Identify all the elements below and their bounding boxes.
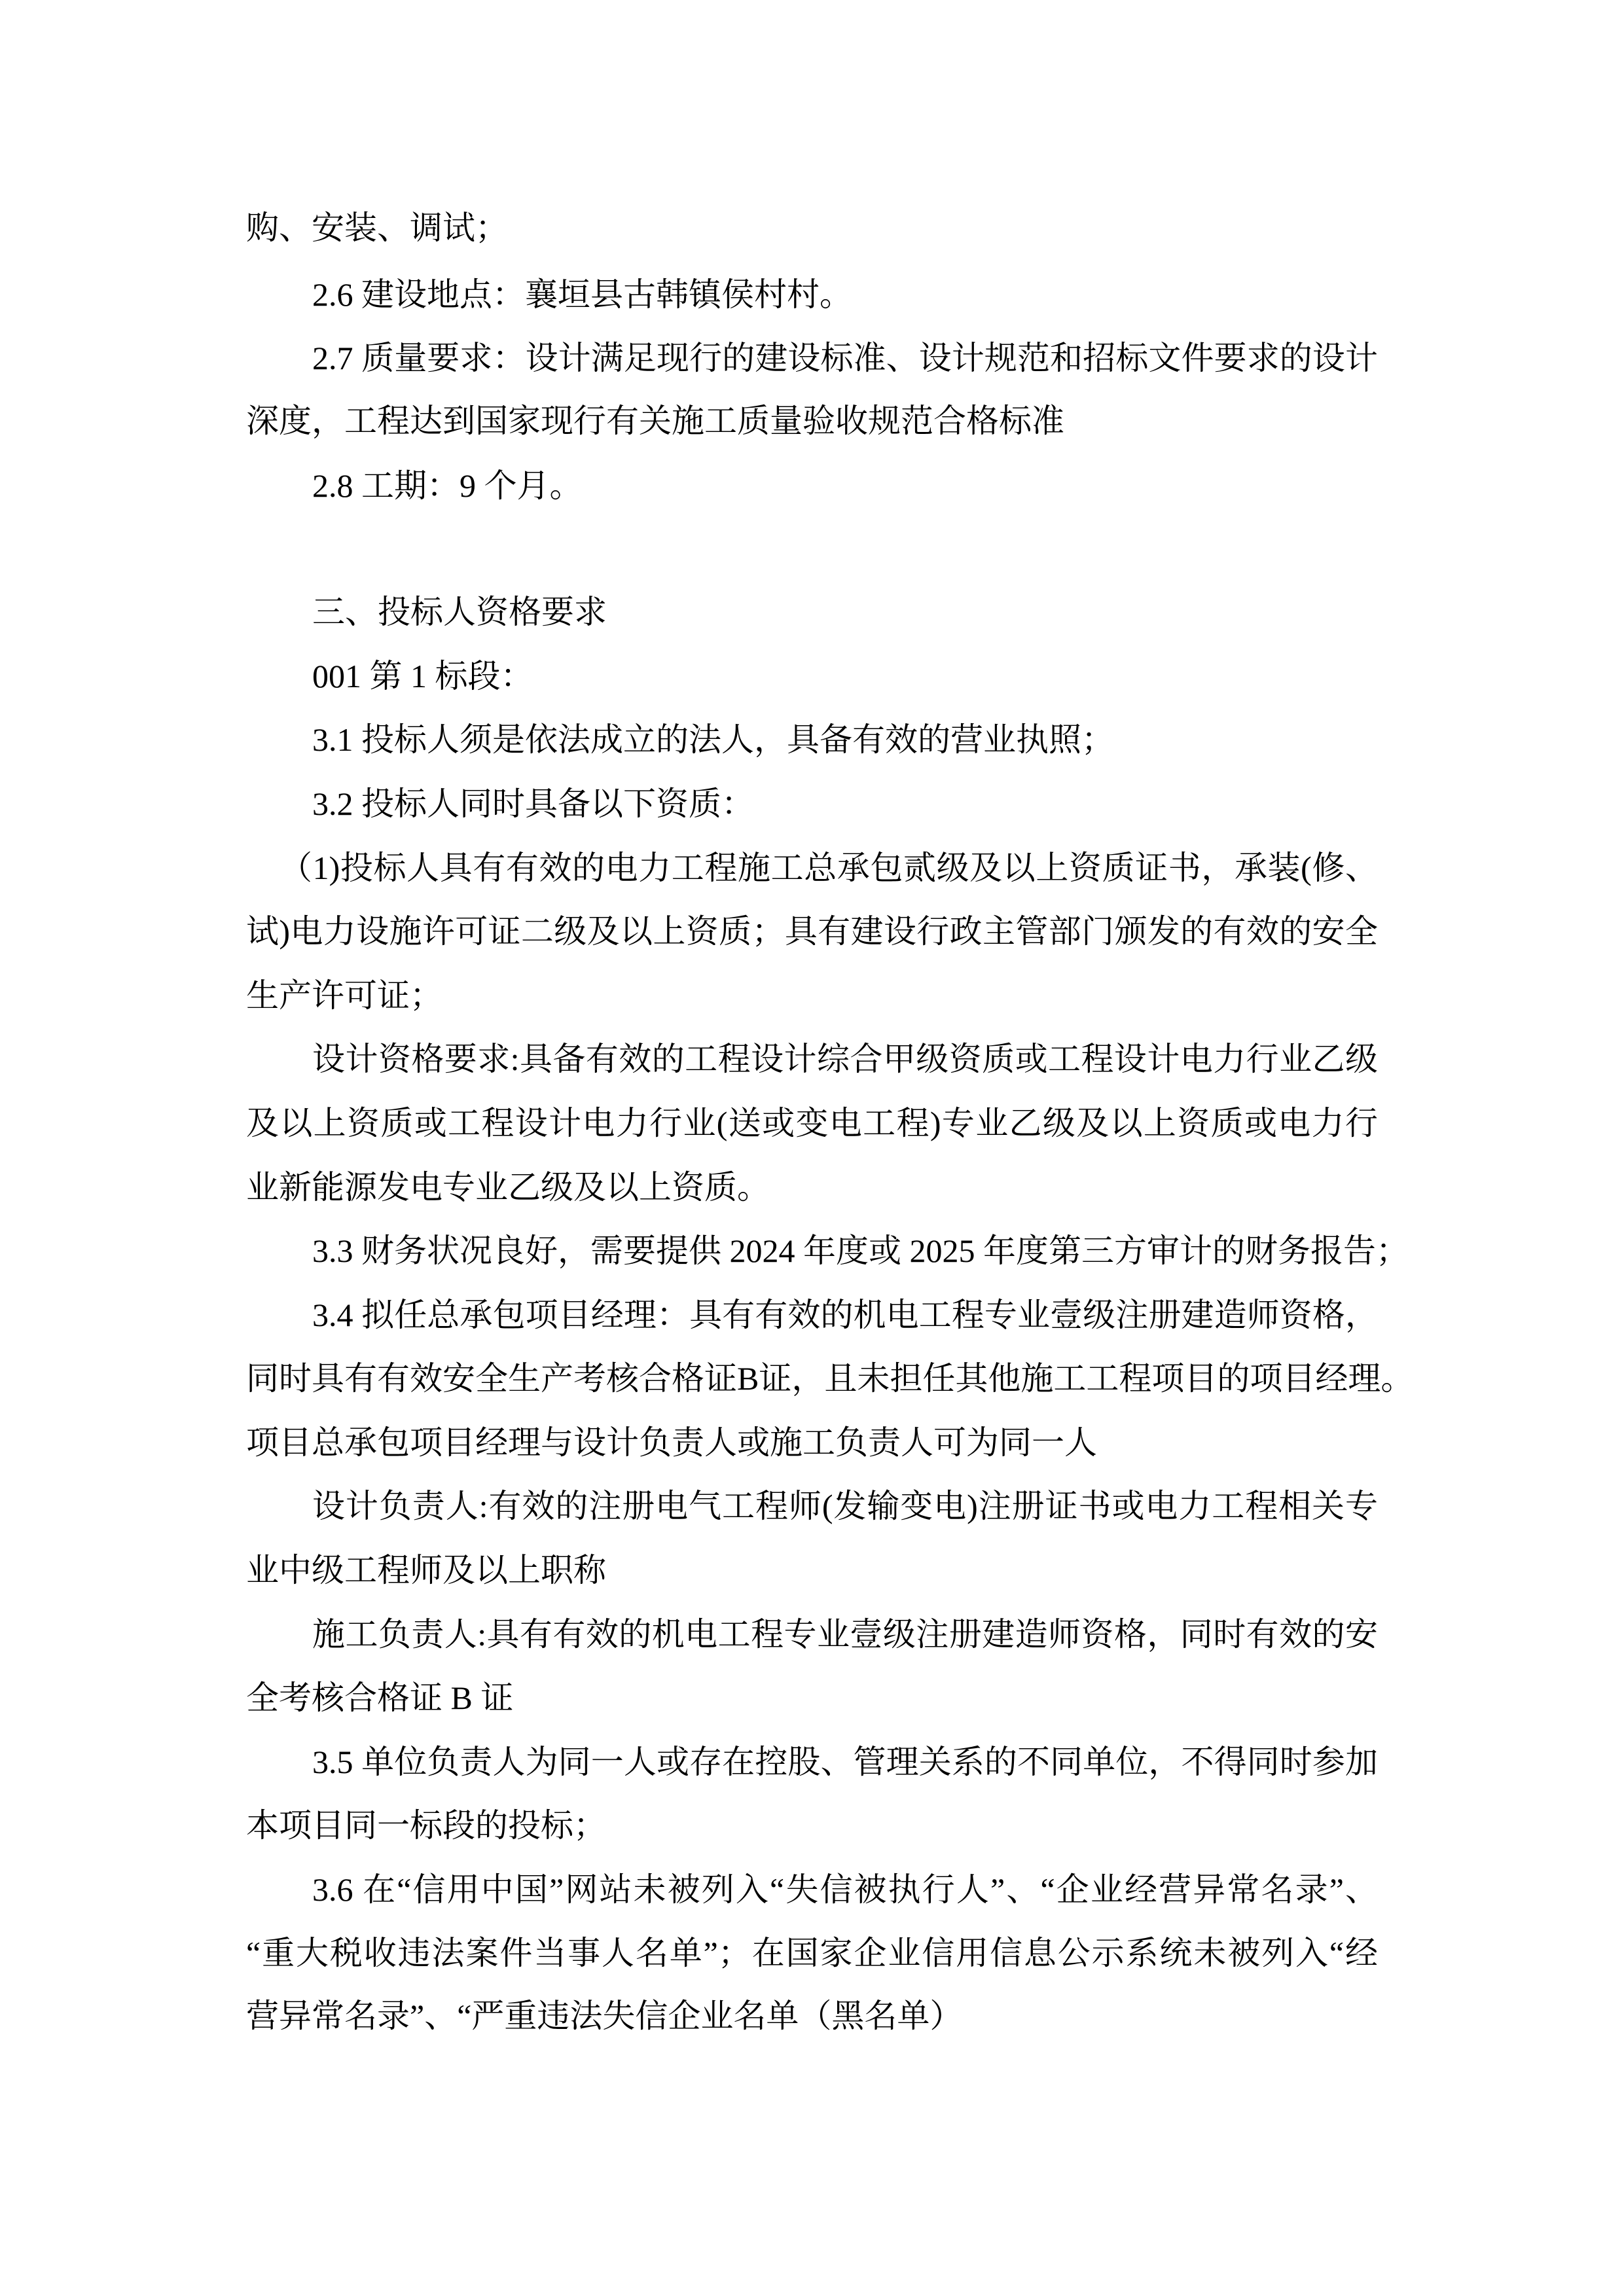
lot-label: 001 第 1 标段： xyxy=(312,658,533,694)
project-manager-line-3: 项目总承包项目经理与设计负责人或施工负责人可为同一人 xyxy=(246,1424,1097,1461)
project-manager-line-1: 3.4 拟任总承包项目经理：具有有效的机电工程专业壹级注册建造师资格， xyxy=(312,1297,1378,1333)
design-qualification-line-1: 设计资格要求:具备有效的工程设计综合甲级资质或工程设计电力行业乙级 xyxy=(312,1041,1378,1077)
design-qualification-line-3: 业新能源发电专业乙级及以上资质。 xyxy=(246,1169,770,1206)
quality-requirement-line-1: 2.7 质量要求：设计满足现行的建设标准、设计规范和招标文件要求的设计 xyxy=(312,340,1378,376)
procurement-continuation-line: 购、安装、调试； xyxy=(246,209,508,246)
qualification-3-2-1-line-2: 试)电力设施许可证二级及以上资质；具有建设行政主管部门颁发的有效的安全 xyxy=(246,913,1378,950)
qualification-3-1: 3.1 投标人须是依法成立的法人，具备有效的营业执照； xyxy=(312,721,1114,758)
financial-status-item: 3.3 财务状况良好，需要提供 2024 年度或 2025 年度第三方审计的财务报告； xyxy=(312,1232,1409,1269)
construction-lead-line-2: 全考核合格证 B 证 xyxy=(246,1679,514,1716)
credit-check-line-3: 营异常名录”、“严重违法失信企业名单（黑名单） xyxy=(246,1998,963,2034)
unit-lead-restriction-line-1: 3.5 单位负责人为同一人或存在控股、管理关系的不同单位，不得同时参加 xyxy=(312,1744,1378,1780)
qualification-3-2-1-line-3: 生产许可证； xyxy=(246,977,442,1014)
design-qualification-line-2: 及以上资质或工程设计电力行业(送或变电工程)专业乙级及以上资质或电力行 xyxy=(246,1105,1378,1141)
section-heading-bidder-qualifications: 三、投标人资格要求 xyxy=(312,594,607,630)
design-lead-line-2: 业中级工程师及以上职称 xyxy=(246,1552,606,1588)
construction-period-item: 2.8 工期：9 个月。 xyxy=(312,467,583,504)
design-lead-line-1: 设计负责人:有效的注册电气工程师(发输变电)注册证书或电力工程相关专 xyxy=(312,1488,1378,1524)
qualification-3-2: 3.2 投标人同时具备以下资质： xyxy=(312,785,754,822)
qualification-3-2-1-line-1: （1)投标人具有有效的电力工程施工总承包贰级及以上资质证书，承装(修、 xyxy=(280,850,1378,886)
project-manager-line-2: 同时具有有效安全生产考核合格证B证，且未担任其他施工工程项目的项目经理。 xyxy=(246,1360,1414,1397)
credit-check-line-1: 3.6 在“信用中国”网站未被列入“失信被执行人”、“企业经营异常名录”、 xyxy=(312,1871,1378,1908)
quality-requirement-line-2: 深度，工程达到国家现行有关施工质量验收规范合格标准 xyxy=(246,403,1064,439)
unit-lead-restriction-line-2: 本项目同一标段的投标； xyxy=(246,1807,606,1844)
credit-check-line-2: “重大税收违法案件当事人名单”；在国家企业信用信息公示系统未被列入“经 xyxy=(246,1935,1378,1971)
construction-lead-line-1: 施工负责人:具有有效的机电工程专业壹级注册建造师资格，同时有效的安 xyxy=(312,1616,1378,1653)
construction-location-item: 2.6 建设地点：襄垣县古韩镇侯村村。 xyxy=(312,276,852,313)
